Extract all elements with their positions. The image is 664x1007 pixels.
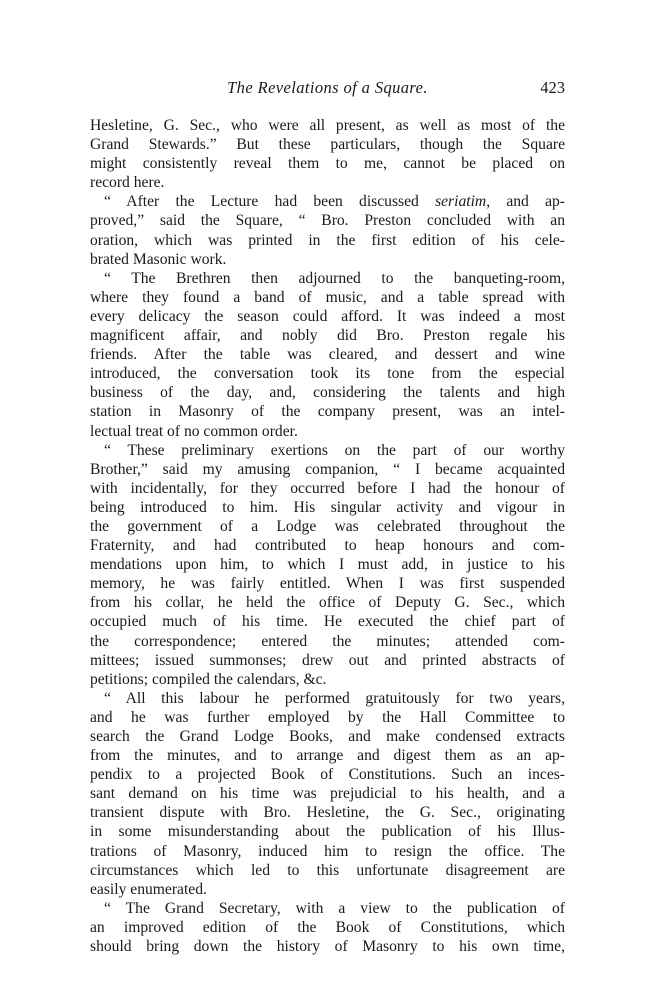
text-line: with incidentally, for they occurred before I had the honour of xyxy=(90,479,565,497)
text-line: brated Masonic work. xyxy=(90,250,227,268)
text-line: pendix to a projected Book of Constitutions. Such an inces- xyxy=(90,766,565,784)
text-line: the government of a Lodge was celebrated throughout the xyxy=(90,517,565,535)
text-line: record here. xyxy=(90,174,165,192)
text-line: Grand Stewards.” But these particulars, though the Square xyxy=(90,136,565,154)
running-head xyxy=(90,78,565,100)
text-line: oration, which was printed in the first edition of his cele- xyxy=(90,231,565,249)
text-line: search the Grand Lodge Books, and make condensed extracts xyxy=(90,728,565,745)
text-line: from his collar, he held the office of Deputy G. Sec., which xyxy=(90,594,565,612)
text-line: station in Masonry of the company present, was an intel- xyxy=(90,403,565,421)
text-line: business of the day, and, considering the talents and high xyxy=(90,384,565,402)
text-line: occupied much of his time. He executed the chief part of xyxy=(90,613,565,631)
text-line: petitions; compiled the calendars, &c. xyxy=(90,670,327,688)
text-line: Fraternity, and had contributed to heap honours and com- xyxy=(90,537,565,555)
text-line: mittees; issued summonses; drew out and printed abstracts of xyxy=(90,651,565,669)
text-line: mendations upon him, to which I must add, in justice to his xyxy=(90,556,565,574)
text-line: Hesletine, G. Sec., who were all present, as well as most of the xyxy=(90,117,565,134)
text-line: should bring down the history of Masonry to his own time, xyxy=(90,938,565,956)
text-line: “ After the Lecture had been discussed seriatim, and ap- xyxy=(104,193,565,211)
text-line: circumstances which led to this unfortunate disagreement are xyxy=(90,861,565,879)
text-line: an improved edition of the Book of Constitutions, which xyxy=(90,918,565,936)
text-line: lectual treat of no common order. xyxy=(90,422,298,440)
text-line: memory, he was fairly entitled. When I was first suspended xyxy=(90,575,565,593)
text-line: easily enumerated. xyxy=(90,880,207,898)
text-line: sant demand on his time was prejudicial to his health, and a xyxy=(90,785,565,803)
text-line: Brother,” said my amusing companion, “ I became acquainted xyxy=(90,460,565,478)
text-line: friends. After the table was cleared, and dessert and wine xyxy=(90,346,565,364)
page-number: 423 xyxy=(540,78,565,97)
text-line: “ The Brethren then adjourned to the banqueting-room, xyxy=(104,269,565,287)
text-line: might consistently reveal them to me, cannot be placed on xyxy=(90,155,565,173)
text-line: “ All this labour he performed gratuitously for two years, xyxy=(104,689,565,707)
running-title: The Revelations of a Square. xyxy=(227,78,428,97)
text-line: proved,” said the Square, “ Bro. Preston concluded with an xyxy=(90,212,565,230)
text-line: every delicacy the season could afford. It was indeed a most xyxy=(90,307,565,325)
text-line: trations of Masonry, induced him to resign the office. The xyxy=(90,842,565,860)
text-line: being introduced to him. His singular activity and vigour in xyxy=(90,498,565,516)
text-line: “ These preliminary exertions on the part of our worthy xyxy=(104,441,565,459)
text-line: and he was further employed by the Hall Committee to xyxy=(90,708,565,726)
text-line: introduced, the conversation took its tone from the especial xyxy=(90,365,565,383)
text-line: magnificent affair, and nobly did Bro. Preston regale his xyxy=(90,327,565,345)
text-line: transient dispute with Bro. Hesletine, the G. Sec., originating xyxy=(90,804,565,822)
text-line: the correspondence; entered the minutes; attended com- xyxy=(90,632,565,650)
text-line: in some misunderstanding about the publication of his Illus- xyxy=(90,823,565,841)
text-line: from the minutes, and to arrange and digest them as an ap- xyxy=(90,747,565,765)
text-line: where they found a band of music, and a table spread with xyxy=(90,288,565,306)
body-text xyxy=(90,116,565,956)
text-line: “ The Grand Secretary, with a view to the publication of xyxy=(104,899,565,917)
